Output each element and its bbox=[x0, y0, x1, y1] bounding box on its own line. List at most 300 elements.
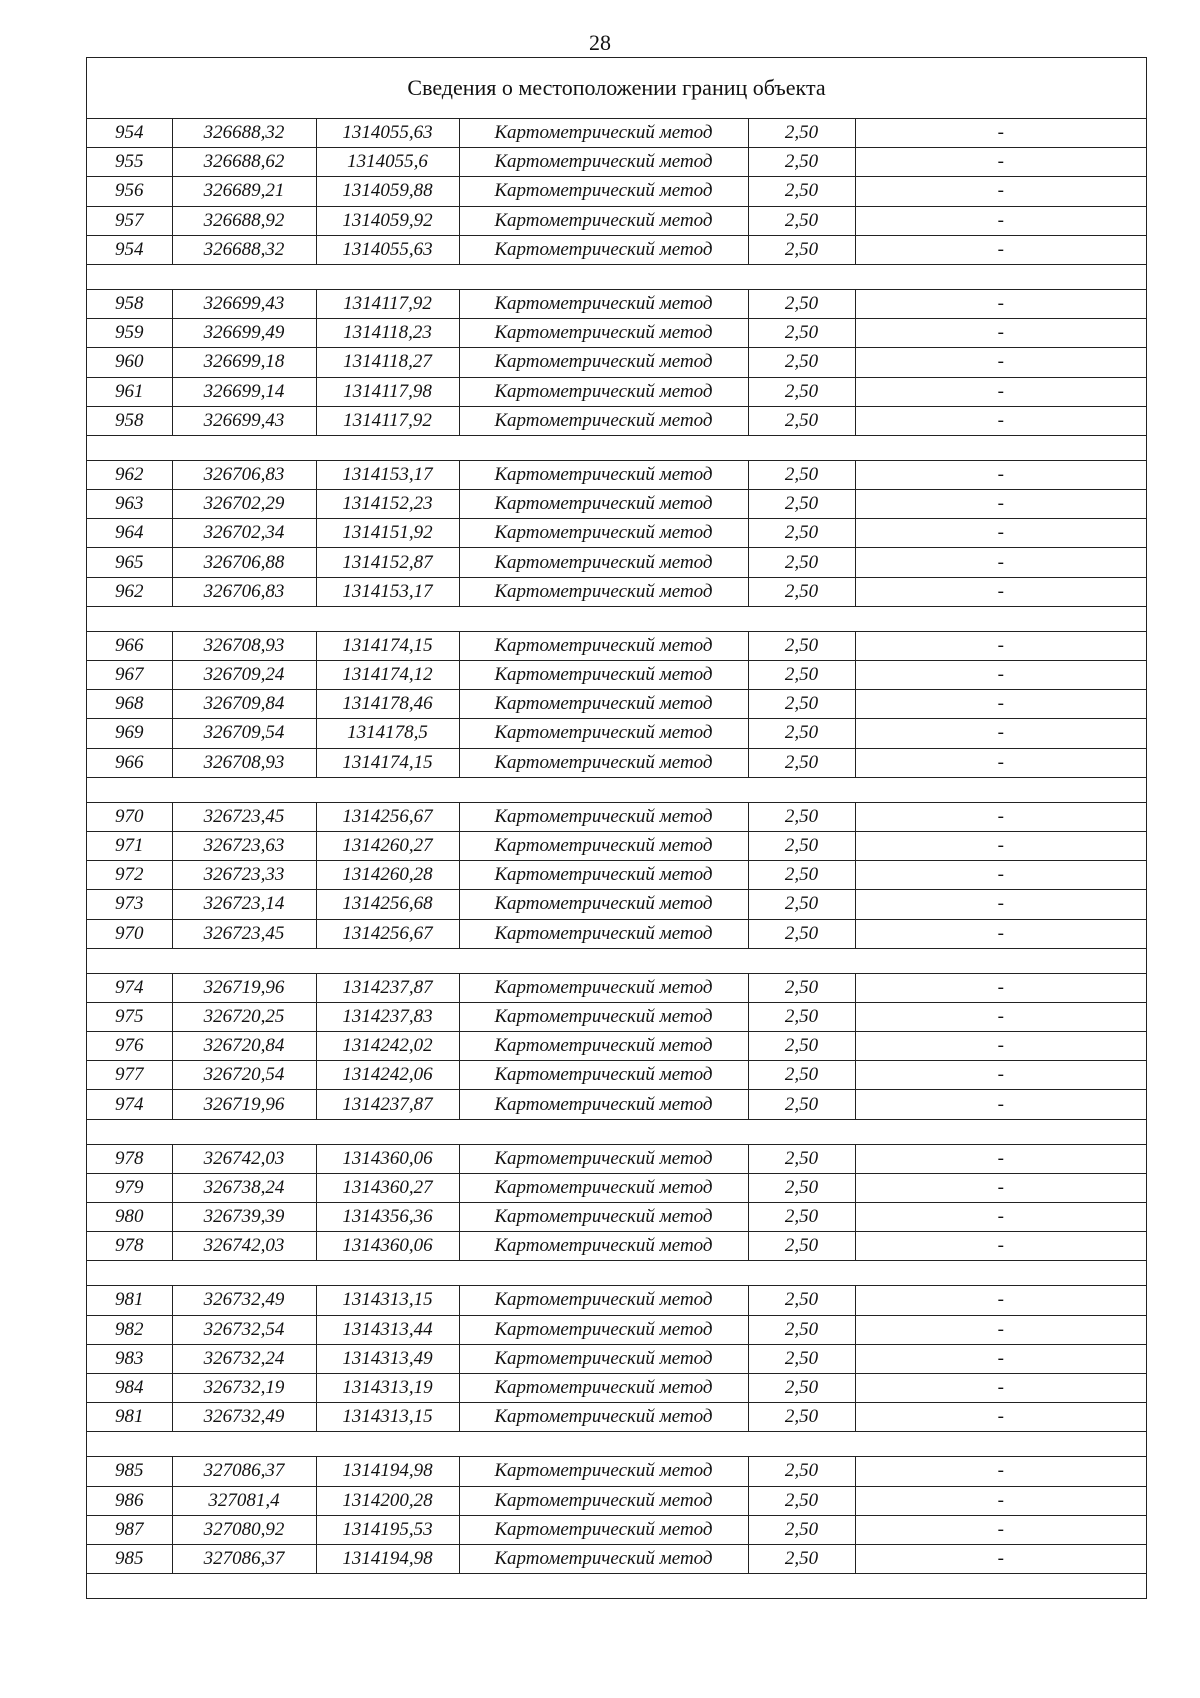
table-row bbox=[87, 1173, 1146, 1202]
cell-accuracy: 2,50 bbox=[748, 1315, 855, 1344]
cell-point-number: 958 bbox=[87, 289, 172, 318]
cell-description: - bbox=[855, 377, 1146, 406]
cell-accuracy: 2,50 bbox=[748, 919, 855, 948]
cell-coord-y: 1314117,92 bbox=[316, 406, 459, 435]
cell-accuracy: 2,50 bbox=[748, 861, 855, 890]
table-row bbox=[87, 519, 1146, 548]
cell-point-number: 957 bbox=[87, 206, 172, 235]
cell-description: - bbox=[855, 1061, 1146, 1090]
cell-point-number: 976 bbox=[87, 1032, 172, 1061]
cell-coord-x: 326688,32 bbox=[172, 119, 316, 148]
cell-method: Картометрический метод bbox=[459, 861, 748, 890]
cell-coord-x: 326708,93 bbox=[172, 631, 316, 660]
cell-point-number: 985 bbox=[87, 1544, 172, 1573]
cell-description: - bbox=[855, 148, 1146, 177]
cell-accuracy: 2,50 bbox=[748, 690, 855, 719]
cell-coord-x: 326706,88 bbox=[172, 548, 316, 577]
table-row bbox=[87, 289, 1146, 318]
table-row bbox=[87, 119, 1146, 148]
cell-coord-y: 1314256,68 bbox=[316, 890, 459, 919]
cell-accuracy: 2,50 bbox=[748, 719, 855, 748]
cell-description: - bbox=[855, 289, 1146, 318]
cell-description: - bbox=[855, 460, 1146, 489]
group-separator-row bbox=[87, 606, 1146, 631]
group-separator-cell bbox=[87, 1432, 1146, 1457]
cell-method: Картометрический метод bbox=[459, 348, 748, 377]
cell-coord-x: 326709,84 bbox=[172, 690, 316, 719]
group-separator-cell bbox=[87, 435, 1146, 460]
cell-accuracy: 2,50 bbox=[748, 1203, 855, 1232]
cell-accuracy: 2,50 bbox=[748, 319, 855, 348]
cell-coord-y: 1314313,44 bbox=[316, 1315, 459, 1344]
cell-description: - bbox=[855, 490, 1146, 519]
cell-coord-x: 326709,54 bbox=[172, 719, 316, 748]
table-row bbox=[87, 1032, 1146, 1061]
table-title: Сведения о местоположении границ объекта bbox=[87, 58, 1146, 119]
cell-description: - bbox=[855, 861, 1146, 890]
cell-coord-x: 326706,83 bbox=[172, 460, 316, 489]
cell-description: - bbox=[855, 831, 1146, 860]
table-row bbox=[87, 1090, 1146, 1119]
cell-coord-y: 1314260,28 bbox=[316, 861, 459, 890]
cell-description: - bbox=[855, 1373, 1146, 1402]
table-row bbox=[87, 1457, 1146, 1486]
cell-coord-y: 1314055,63 bbox=[316, 119, 459, 148]
cell-coord-x: 326699,43 bbox=[172, 406, 316, 435]
table-row bbox=[87, 1286, 1146, 1315]
cell-description: - bbox=[855, 206, 1146, 235]
cell-coord-y: 1314313,19 bbox=[316, 1373, 459, 1402]
cell-point-number: 959 bbox=[87, 319, 172, 348]
cell-accuracy: 2,50 bbox=[748, 1403, 855, 1432]
group-separator-cell bbox=[87, 606, 1146, 631]
cell-accuracy: 2,50 bbox=[748, 1144, 855, 1173]
cell-description: - bbox=[855, 661, 1146, 690]
cell-description: - bbox=[855, 548, 1146, 577]
table-row bbox=[87, 177, 1146, 206]
cell-method: Картометрический метод bbox=[459, 235, 748, 264]
cell-description: - bbox=[855, 1173, 1146, 1202]
cell-point-number: 968 bbox=[87, 690, 172, 719]
table-row bbox=[87, 235, 1146, 264]
boundary-points-table bbox=[87, 119, 1146, 1598]
cell-coord-x: 326688,32 bbox=[172, 235, 316, 264]
cell-point-number: 974 bbox=[87, 973, 172, 1002]
cell-method: Картометрический метод bbox=[459, 1315, 748, 1344]
cell-description: - bbox=[855, 177, 1146, 206]
cell-accuracy: 2,50 bbox=[748, 1061, 855, 1090]
table-row bbox=[87, 661, 1146, 690]
cell-coord-x: 326706,83 bbox=[172, 577, 316, 606]
cell-point-number: 954 bbox=[87, 119, 172, 148]
cell-point-number: 986 bbox=[87, 1486, 172, 1515]
table-row bbox=[87, 1002, 1146, 1031]
cell-coord-x: 326723,45 bbox=[172, 919, 316, 948]
cell-coord-x: 326709,24 bbox=[172, 661, 316, 690]
cell-accuracy: 2,50 bbox=[748, 1457, 855, 1486]
cell-method: Картометрический метод bbox=[459, 973, 748, 1002]
cell-coord-y: 1314117,98 bbox=[316, 377, 459, 406]
cell-description: - bbox=[855, 519, 1146, 548]
table-row bbox=[87, 919, 1146, 948]
cell-point-number: 983 bbox=[87, 1344, 172, 1373]
table-row bbox=[87, 460, 1146, 489]
cell-accuracy: 2,50 bbox=[748, 235, 855, 264]
cell-point-number: 985 bbox=[87, 1457, 172, 1486]
cell-method: Картометрический метод bbox=[459, 661, 748, 690]
cell-description: - bbox=[855, 1403, 1146, 1432]
cell-coord-x: 326732,49 bbox=[172, 1403, 316, 1432]
cell-point-number: 978 bbox=[87, 1144, 172, 1173]
cell-method: Картометрический метод bbox=[459, 1486, 748, 1515]
cell-coord-x: 326689,21 bbox=[172, 177, 316, 206]
cell-accuracy: 2,50 bbox=[748, 802, 855, 831]
cell-description: - bbox=[855, 1344, 1146, 1373]
cell-coord-y: 1314152,87 bbox=[316, 548, 459, 577]
cell-description: - bbox=[855, 1002, 1146, 1031]
cell-coord-x: 326723,14 bbox=[172, 890, 316, 919]
cell-accuracy: 2,50 bbox=[748, 177, 855, 206]
cell-accuracy: 2,50 bbox=[748, 548, 855, 577]
cell-coord-y: 1314118,27 bbox=[316, 348, 459, 377]
cell-point-number: 980 bbox=[87, 1203, 172, 1232]
cell-accuracy: 2,50 bbox=[748, 1032, 855, 1061]
cell-point-number: 958 bbox=[87, 406, 172, 435]
cell-coord-y: 1314356,36 bbox=[316, 1203, 459, 1232]
cell-coord-y: 1314242,02 bbox=[316, 1032, 459, 1061]
cell-accuracy: 2,50 bbox=[748, 460, 855, 489]
cell-method: Картометрический метод bbox=[459, 748, 748, 777]
group-separator-row bbox=[87, 948, 1146, 973]
cell-coord-y: 1314313,49 bbox=[316, 1344, 459, 1373]
cell-point-number: 962 bbox=[87, 460, 172, 489]
cell-method: Картометрический метод bbox=[459, 1173, 748, 1202]
cell-coord-y: 1314178,5 bbox=[316, 719, 459, 748]
table-row bbox=[87, 802, 1146, 831]
cell-coord-x: 326732,24 bbox=[172, 1344, 316, 1373]
cell-accuracy: 2,50 bbox=[748, 406, 855, 435]
table-row bbox=[87, 719, 1146, 748]
cell-coord-x: 326699,14 bbox=[172, 377, 316, 406]
cell-coord-x: 326719,96 bbox=[172, 973, 316, 1002]
cell-point-number: 987 bbox=[87, 1515, 172, 1544]
cell-coord-x: 326688,92 bbox=[172, 206, 316, 235]
cell-accuracy: 2,50 bbox=[748, 1486, 855, 1515]
table-row bbox=[87, 973, 1146, 1002]
group-separator-row bbox=[87, 435, 1146, 460]
group-separator-cell bbox=[87, 777, 1146, 802]
cell-coord-y: 1314360,27 bbox=[316, 1173, 459, 1202]
cell-description: - bbox=[855, 1286, 1146, 1315]
table-row bbox=[87, 1344, 1146, 1373]
cell-coord-y: 1314260,27 bbox=[316, 831, 459, 860]
cell-method: Картометрический метод bbox=[459, 1061, 748, 1090]
cell-description: - bbox=[855, 577, 1146, 606]
group-separator-cell bbox=[87, 948, 1146, 973]
cell-coord-x: 326723,63 bbox=[172, 831, 316, 860]
table-row bbox=[87, 1373, 1146, 1402]
cell-point-number: 979 bbox=[87, 1173, 172, 1202]
cell-coord-y: 1314174,15 bbox=[316, 631, 459, 660]
table-row bbox=[87, 831, 1146, 860]
cell-coord-x: 326720,54 bbox=[172, 1061, 316, 1090]
cell-accuracy: 2,50 bbox=[748, 831, 855, 860]
group-separator-row bbox=[87, 1432, 1146, 1457]
table-row bbox=[87, 631, 1146, 660]
cell-point-number: 954 bbox=[87, 235, 172, 264]
cell-coord-x: 326739,39 bbox=[172, 1203, 316, 1232]
cell-description: - bbox=[855, 719, 1146, 748]
table-row bbox=[87, 861, 1146, 890]
cell-description: - bbox=[855, 690, 1146, 719]
cell-coord-y: 1314200,28 bbox=[316, 1486, 459, 1515]
cell-coord-x: 326742,03 bbox=[172, 1144, 316, 1173]
cell-accuracy: 2,50 bbox=[748, 1544, 855, 1573]
cell-accuracy: 2,50 bbox=[748, 119, 855, 148]
cell-description: - bbox=[855, 1486, 1146, 1515]
cell-accuracy: 2,50 bbox=[748, 348, 855, 377]
table-row bbox=[87, 1203, 1146, 1232]
cell-point-number: 970 bbox=[87, 802, 172, 831]
cell-accuracy: 2,50 bbox=[748, 206, 855, 235]
cell-coord-x: 326723,45 bbox=[172, 802, 316, 831]
table-row bbox=[87, 1515, 1146, 1544]
table-row bbox=[87, 577, 1146, 606]
cell-method: Картометрический метод bbox=[459, 1090, 748, 1119]
boundary-table-sheet bbox=[86, 57, 1147, 1599]
page-number: 28 bbox=[589, 30, 611, 55]
cell-coord-x: 326702,34 bbox=[172, 519, 316, 548]
cell-point-number: 969 bbox=[87, 719, 172, 748]
cell-method: Картометрический метод bbox=[459, 519, 748, 548]
cell-accuracy: 2,50 bbox=[748, 289, 855, 318]
table-row bbox=[87, 890, 1146, 919]
cell-point-number: 955 bbox=[87, 148, 172, 177]
cell-method: Картометрический метод bbox=[459, 319, 748, 348]
cell-method: Картометрический метод bbox=[459, 289, 748, 318]
cell-description: - bbox=[855, 919, 1146, 948]
cell-point-number: 982 bbox=[87, 1315, 172, 1344]
group-separator-row bbox=[87, 777, 1146, 802]
cell-accuracy: 2,50 bbox=[748, 1344, 855, 1373]
table-row bbox=[87, 1315, 1146, 1344]
cell-description: - bbox=[855, 319, 1146, 348]
cell-point-number: 964 bbox=[87, 519, 172, 548]
cell-accuracy: 2,50 bbox=[748, 1090, 855, 1119]
table-body bbox=[87, 119, 1146, 1598]
cell-method: Картометрический метод bbox=[459, 1544, 748, 1573]
cell-coord-x: 327086,37 bbox=[172, 1457, 316, 1486]
cell-point-number: 974 bbox=[87, 1090, 172, 1119]
cell-coord-y: 1314059,92 bbox=[316, 206, 459, 235]
cell-coord-x: 326723,33 bbox=[172, 861, 316, 890]
cell-coord-x: 326732,49 bbox=[172, 1286, 316, 1315]
cell-coord-x: 327081,4 bbox=[172, 1486, 316, 1515]
cell-description: - bbox=[855, 802, 1146, 831]
cell-method: Картометрический метод bbox=[459, 1344, 748, 1373]
cell-method: Картометрический метод bbox=[459, 802, 748, 831]
cell-method: Картометрический метод bbox=[459, 1457, 748, 1486]
cell-coord-x: 327080,92 bbox=[172, 1515, 316, 1544]
table-row bbox=[87, 490, 1146, 519]
cell-accuracy: 2,50 bbox=[748, 748, 855, 777]
table-row bbox=[87, 748, 1146, 777]
cell-method: Картометрический метод bbox=[459, 406, 748, 435]
cell-method: Картометрический метод bbox=[459, 719, 748, 748]
cell-coord-y: 1314117,92 bbox=[316, 289, 459, 318]
cell-method: Картометрический метод bbox=[459, 119, 748, 148]
cell-coord-y: 1314153,17 bbox=[316, 460, 459, 489]
cell-description: - bbox=[855, 1515, 1146, 1544]
cell-coord-y: 1314237,87 bbox=[316, 1090, 459, 1119]
cell-description: - bbox=[855, 631, 1146, 660]
cell-accuracy: 2,50 bbox=[748, 490, 855, 519]
group-separator-cell bbox=[87, 1119, 1146, 1144]
cell-method: Картометрический метод bbox=[459, 831, 748, 860]
cell-coord-y: 1314174,15 bbox=[316, 748, 459, 777]
cell-coord-y: 1314360,06 bbox=[316, 1144, 459, 1173]
cell-point-number: 971 bbox=[87, 831, 172, 860]
cell-point-number: 967 bbox=[87, 661, 172, 690]
cell-coord-y: 1314174,12 bbox=[316, 661, 459, 690]
cell-coord-y: 1314059,88 bbox=[316, 177, 459, 206]
cell-coord-y: 1314178,46 bbox=[316, 690, 459, 719]
cell-coord-x: 326699,43 bbox=[172, 289, 316, 318]
cell-method: Картометрический метод bbox=[459, 1203, 748, 1232]
table-row bbox=[87, 548, 1146, 577]
cell-point-number: 962 bbox=[87, 577, 172, 606]
table-row bbox=[87, 1544, 1146, 1573]
cell-point-number: 973 bbox=[87, 890, 172, 919]
cell-description: - bbox=[855, 1315, 1146, 1344]
cell-description: - bbox=[855, 119, 1146, 148]
table-row bbox=[87, 1061, 1146, 1090]
cell-method: Картометрический метод bbox=[459, 577, 748, 606]
cell-accuracy: 2,50 bbox=[748, 148, 855, 177]
cell-accuracy: 2,50 bbox=[748, 1373, 855, 1402]
cell-point-number: 970 bbox=[87, 919, 172, 948]
cell-method: Картометрический метод bbox=[459, 490, 748, 519]
cell-accuracy: 2,50 bbox=[748, 631, 855, 660]
cell-point-number: 981 bbox=[87, 1286, 172, 1315]
cell-accuracy: 2,50 bbox=[748, 1002, 855, 1031]
cell-point-number: 981 bbox=[87, 1403, 172, 1432]
cell-coord-x: 326708,93 bbox=[172, 748, 316, 777]
cell-method: Картометрический метод bbox=[459, 148, 748, 177]
cell-coord-y: 1314313,15 bbox=[316, 1403, 459, 1432]
cell-description: - bbox=[855, 890, 1146, 919]
cell-coord-y: 1314195,53 bbox=[316, 1515, 459, 1544]
cell-coord-x: 326732,54 bbox=[172, 1315, 316, 1344]
cell-description: - bbox=[855, 748, 1146, 777]
cell-method: Картометрический метод bbox=[459, 460, 748, 489]
cell-accuracy: 2,50 bbox=[748, 1173, 855, 1202]
cell-coord-x: 326720,84 bbox=[172, 1032, 316, 1061]
cell-coord-y: 1314256,67 bbox=[316, 919, 459, 948]
cell-method: Картометрический метод bbox=[459, 1403, 748, 1432]
table-row bbox=[87, 148, 1146, 177]
cell-description: - bbox=[855, 1144, 1146, 1173]
cell-accuracy: 2,50 bbox=[748, 519, 855, 548]
cell-coord-x: 326720,25 bbox=[172, 1002, 316, 1031]
cell-coord-y: 1314237,87 bbox=[316, 973, 459, 1002]
cell-coord-y: 1314360,06 bbox=[316, 1232, 459, 1261]
cell-accuracy: 2,50 bbox=[748, 890, 855, 919]
cell-method: Картометрический метод bbox=[459, 548, 748, 577]
cell-method: Картометрический метод bbox=[459, 1286, 748, 1315]
cell-coord-y: 1314152,23 bbox=[316, 490, 459, 519]
cell-description: - bbox=[855, 235, 1146, 264]
cell-coord-x: 326699,49 bbox=[172, 319, 316, 348]
group-separator-row bbox=[87, 264, 1146, 289]
cell-coord-y: 1314256,67 bbox=[316, 802, 459, 831]
cell-method: Картометрический метод bbox=[459, 377, 748, 406]
cell-coord-y: 1314237,83 bbox=[316, 1002, 459, 1031]
cell-method: Картометрический метод bbox=[459, 206, 748, 235]
cell-description: - bbox=[855, 1203, 1146, 1232]
cell-point-number: 961 bbox=[87, 377, 172, 406]
cell-accuracy: 2,50 bbox=[748, 1286, 855, 1315]
cell-point-number: 956 bbox=[87, 177, 172, 206]
cell-description: - bbox=[855, 973, 1146, 1002]
cell-method: Картометрический метод bbox=[459, 890, 748, 919]
cell-point-number: 978 bbox=[87, 1232, 172, 1261]
group-separator-row bbox=[87, 1119, 1146, 1144]
table-row bbox=[87, 1403, 1146, 1432]
cell-coord-y: 1314313,15 bbox=[316, 1286, 459, 1315]
table-row bbox=[87, 1232, 1146, 1261]
cell-point-number: 975 bbox=[87, 1002, 172, 1031]
cell-coord-y: 1314055,63 bbox=[316, 235, 459, 264]
cell-coord-x: 326702,29 bbox=[172, 490, 316, 519]
cell-point-number: 984 bbox=[87, 1373, 172, 1402]
cell-description: - bbox=[855, 1544, 1146, 1573]
cell-coord-x: 326699,18 bbox=[172, 348, 316, 377]
cell-coord-x: 326738,24 bbox=[172, 1173, 316, 1202]
cell-method: Картометрический метод bbox=[459, 919, 748, 948]
cell-accuracy: 2,50 bbox=[748, 1515, 855, 1544]
cell-method: Картометрический метод bbox=[459, 690, 748, 719]
table-row bbox=[87, 690, 1146, 719]
table-row bbox=[87, 348, 1146, 377]
table-row bbox=[87, 406, 1146, 435]
cell-coord-y: 1314194,98 bbox=[316, 1457, 459, 1486]
cell-description: - bbox=[855, 1457, 1146, 1486]
table-row bbox=[87, 206, 1146, 235]
cell-description: - bbox=[855, 348, 1146, 377]
cell-point-number: 977 bbox=[87, 1061, 172, 1090]
group-separator-cell bbox=[87, 1261, 1146, 1286]
cell-description: - bbox=[855, 1032, 1146, 1061]
cell-point-number: 963 bbox=[87, 490, 172, 519]
table-row bbox=[87, 1486, 1146, 1515]
cell-accuracy: 2,50 bbox=[748, 1232, 855, 1261]
cell-coord-x: 327086,37 bbox=[172, 1544, 316, 1573]
cell-coord-y: 1314055,6 bbox=[316, 148, 459, 177]
cell-coord-y: 1314153,17 bbox=[316, 577, 459, 606]
group-separator-row bbox=[87, 1261, 1146, 1286]
cell-coord-x: 326732,19 bbox=[172, 1373, 316, 1402]
cell-accuracy: 2,50 bbox=[748, 973, 855, 1002]
group-separator-cell bbox=[87, 264, 1146, 289]
cell-coord-x: 326688,62 bbox=[172, 148, 316, 177]
cell-coord-y: 1314118,23 bbox=[316, 319, 459, 348]
cell-point-number: 966 bbox=[87, 748, 172, 777]
cell-method: Картометрический метод bbox=[459, 1002, 748, 1031]
cell-coord-x: 326719,96 bbox=[172, 1090, 316, 1119]
cell-method: Картометрический метод bbox=[459, 1032, 748, 1061]
group-separator-row bbox=[87, 1574, 1146, 1599]
